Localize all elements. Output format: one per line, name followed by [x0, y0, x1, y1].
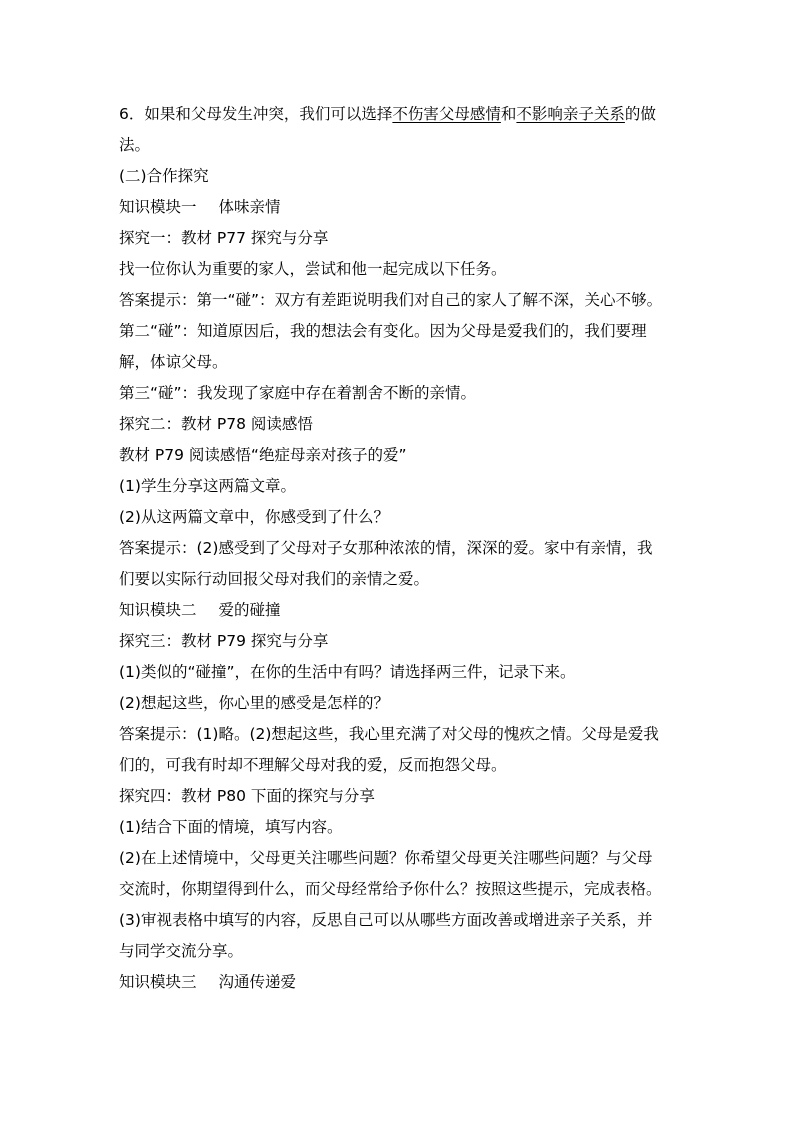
module-number: 知识模块一	[119, 198, 197, 216]
text-span: 的做	[624, 105, 656, 123]
module-number: 知识模块二	[119, 601, 197, 619]
text-line: 找一位你认为重要的家人，尝试和他一起完成以下任务。	[119, 260, 507, 278]
text-line: 答案提示：(1)略。(2)想起这些，我心里充满了对父母的愧疚之情。父母是爱我	[119, 725, 659, 743]
underlined-answer: 不影响亲子关系	[516, 105, 625, 123]
module-heading	[119, 967, 679, 998]
module-heading	[119, 595, 679, 626]
text-line: 探究四：教材 P80 下面的探究与分享	[119, 787, 375, 805]
text-line: (2)在上述情境中，父母更关注哪些问题？你希望父母更关注哪些问题？与父母	[119, 849, 653, 867]
section-heading: (二)合作探究	[119, 167, 209, 185]
text-line: 教材 P79 阅读感悟“绝症母亲对孩子的爱”	[119, 446, 407, 464]
text-span: 和	[500, 105, 517, 123]
text-line: 第三“碰”：我发现了家庭中存在着割舍不断的亲情。	[119, 384, 477, 402]
text-line: 交流时，你期望得到什么，而父母经常给予你什么？按照这些提示，完成表格。	[119, 880, 662, 898]
text-line: (2)从这两篇文章中，你感受到了什么？	[119, 508, 389, 526]
text-line: (1)结合下面的情境，填写内容。	[119, 818, 343, 836]
text-line: 解，体谅父母。	[119, 353, 228, 371]
text-line: (3)审视表格中填写的内容，反思自己可以从哪些方面改善或增进亲子关系，并	[119, 911, 653, 929]
text-line: 探究二：教材 P78 阅读感悟	[119, 415, 313, 433]
document-page	[119, 99, 679, 998]
text-line: 答案提示：(2)感受到了父母对子女那种浓浓的情，深深的爱。家中有亲情，我	[119, 539, 653, 557]
module-number: 知识模块三	[119, 973, 197, 991]
text-line: 与同学交流分享。	[119, 942, 244, 960]
module-title: 沟通传递爱	[218, 973, 297, 991]
module-heading	[119, 192, 679, 223]
text-line: (1)学生分享这两篇文章。	[119, 477, 296, 495]
module-title: 爱的碰撞	[218, 601, 281, 619]
text-line: 探究一：教材 P77 探究与分享	[119, 229, 329, 247]
text-line: 第二“碰”：知道原因后，我的想法会有变化。因为父母是爱我们的，我们要理	[119, 322, 647, 340]
underlined-answer: 不伤害父母感情	[392, 105, 501, 123]
text-line: 们的，可我有时却不理解父母对我的爱，反而抱怨父母。	[119, 756, 507, 774]
text-line: (2)想起这些，你心里的感受是怎样的？	[119, 694, 389, 712]
text-line: 法。	[119, 136, 151, 154]
module-title: 体味亲情	[218, 198, 281, 216]
text-line	[119, 99, 679, 130]
text-line: 探究三：教材 P79 探究与分享	[119, 632, 329, 650]
text-line: 们要以实际行动回报父母对我们的亲情之爱。	[119, 570, 430, 588]
text-span: 6．如果和父母发生冲突，我们可以选择	[119, 105, 393, 123]
text-line: 答案提示：第一“碰”：双方有差距说明我们对自己的家人了解不深，关心不够。	[119, 291, 663, 309]
text-line: (1)类似的“碰撞”，在你的生活中有吗？请选择两三件，记录下来。	[119, 663, 576, 681]
